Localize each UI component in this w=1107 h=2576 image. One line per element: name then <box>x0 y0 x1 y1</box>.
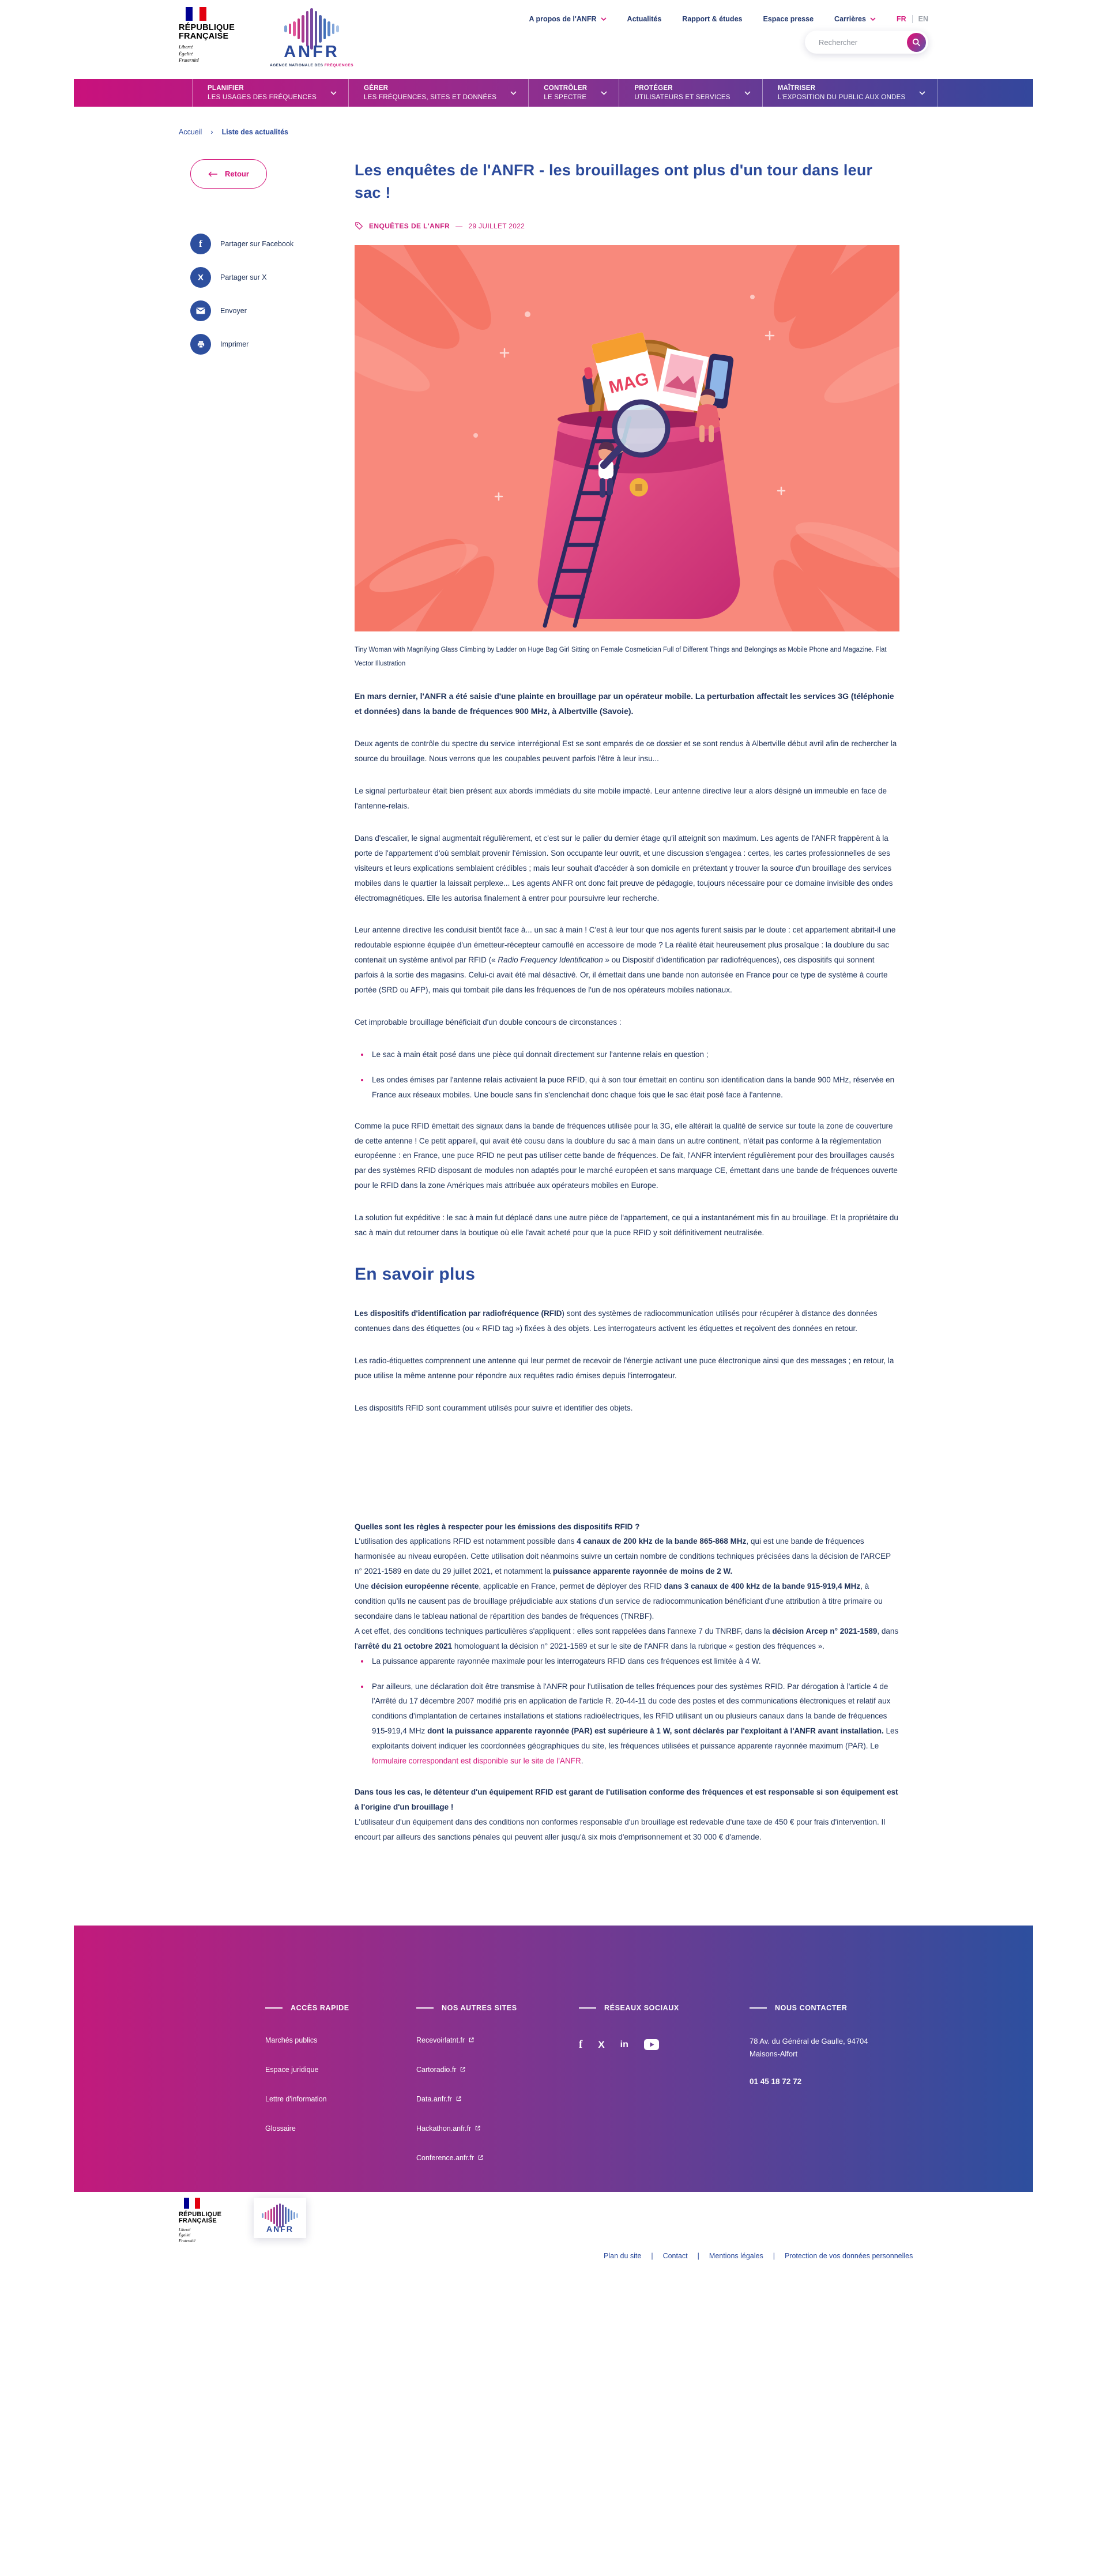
top-nav-news-label: Actualités <box>627 15 662 23</box>
chevron-down-icon <box>510 91 517 95</box>
bullet-list <box>355 1047 899 1103</box>
bottom-link[interactable]: Protection de vos données personnelles <box>784 2251 913 2260</box>
separator: | <box>651 2251 653 2260</box>
chevron-down-icon <box>919 91 925 95</box>
contact-address: 78 Av. du Général de Gaulle, 94704 Maisons-Alfort <box>750 2036 868 2059</box>
footer-quick-access <box>265 2004 416 2192</box>
footer-links <box>416 2036 579 2162</box>
text-segment: Dans tous les cas, le détenteur d'un équipement RFID est garant de l'utilisation conforme des fréquences et est responsable si son équipement est à l'origine d'un brouillage ! <box>355 1788 898 1811</box>
article-body <box>355 689 899 1845</box>
nav-item-planifier[interactable] <box>192 79 348 107</box>
main-nav <box>74 79 1033 107</box>
breadcrumb <box>179 127 1107 136</box>
nav-item-gerer[interactable] <box>348 79 528 107</box>
share-x[interactable] <box>190 267 323 288</box>
text-segment: Le sac à main était posé dans une pièce qui donnait directement sur l'antenne relais en question ; <box>372 1050 709 1059</box>
footer-heading: NOS AUTRES SITES <box>416 2004 579 2012</box>
bottom-bar <box>0 2192 1107 2372</box>
back-button-label: Retour <box>225 170 249 178</box>
article-category[interactable]: ENQUÊTES DE L'ANFR <box>369 221 450 230</box>
facebook-icon: f <box>190 234 211 254</box>
text-segment: Les dispositifs d'identification par radiofréquence (RFID <box>355 1308 562 1318</box>
search-icon <box>912 38 921 47</box>
breadcrumb-separator: › <box>210 127 213 136</box>
nav-item-subtitle: LES FRÉQUENCES, SITES ET DONNÉES <box>364 94 497 101</box>
footer-link[interactable]: Espace juridique <box>265 2065 319 2074</box>
dash-icon <box>750 2007 767 2009</box>
paragraph <box>355 1785 899 1815</box>
anfr-logo[interactable] <box>270 8 353 67</box>
hero-illustration <box>355 245 899 631</box>
page-title: Les enquêtes de l'ANFR - les brouillages ont plus d'un tour dans leur sac ! <box>355 161 873 202</box>
paragraph <box>355 1579 899 1624</box>
top-nav-reports-label: Rapport & études <box>682 15 743 23</box>
paragraph <box>355 736 899 766</box>
text-segment: . <box>581 1757 583 1766</box>
dash-icon <box>416 2007 434 2009</box>
top-nav-about[interactable] <box>529 15 606 23</box>
bullet-item <box>355 1654 899 1669</box>
chevron-down-icon <box>330 91 337 95</box>
paragraph <box>355 1306 899 1336</box>
text-segment: La puissance apparente rayonnée maximale pour les interrogateurs RFID dans ces fréquences est limitée à 4 W. <box>372 1656 761 1665</box>
breadcrumb-current: Liste des actualités <box>221 127 288 136</box>
article-meta <box>355 221 899 230</box>
dash-icon <box>265 2007 283 2009</box>
footer-contact <box>750 2004 905 2192</box>
anfr-logo-name: ANFR <box>266 2224 293 2233</box>
rf-logo-motto: Liberté Égalité Fraternité <box>179 44 199 63</box>
share-print[interactable] <box>190 334 323 355</box>
nav-item-subtitle: LE SPECTRE <box>544 94 587 101</box>
search-bar <box>805 31 928 54</box>
inline-link[interactable]: formulaire correspondant est disponible sur le site de l'ANFR <box>372 1757 581 1766</box>
top-nav-careers[interactable] <box>834 15 876 23</box>
spacer <box>355 1433 899 1520</box>
footer-link[interactable]: Conference.anfr.fr <box>416 2154 579 2162</box>
paragraph <box>355 831 899 906</box>
nav-item-title: PLANIFIER <box>208 84 244 92</box>
footer-link[interactable]: Data.anfr.fr <box>416 2095 579 2103</box>
lang-fr[interactable]: FR <box>896 15 906 23</box>
separator: | <box>773 2251 775 2260</box>
text-segment: Les exploitants doivent indiquer les coordonnées géographiques du site, les fréquences utilisées et puissance apparente rayonnée maximum (PAR). Le <box>372 1727 899 1751</box>
x-icon: X <box>190 267 211 288</box>
image-caption: Tiny Woman with Magnifying Glass Climbing by Ladder on Huge Bag Girl Sitting on Female Cosmetician Full of Different Things and Belongings as Mobile Phone and Magazine. Flat Vector Illustration <box>355 646 887 668</box>
bullet-item <box>355 1679 899 1769</box>
rf-logo-motto: Liberté Égalité Fraternité <box>179 2227 195 2243</box>
text-segment: Les ondes émises par l'antenne relais activaient la puce RFID, qui à son tour émettait en continu son identification dans la bande 900 MHz, réservée en France aux réseaux mobiles. Une boucle sans fin s'enclenchait donc chaque fois que le sac était posé face à l'antenne. <box>372 1075 895 1099</box>
nav-item-subtitle: L'EXPOSITION DU PUBLIC AUX ONDES <box>777 94 906 101</box>
facebook-icon[interactable]: f <box>579 2038 583 2051</box>
text-segment: décision européenne récente <box>371 1582 479 1591</box>
external-link-icon <box>478 2155 483 2160</box>
top-nav-reports[interactable] <box>682 15 742 23</box>
nav-item-proteger[interactable] <box>619 79 762 107</box>
back-button[interactable] <box>190 159 267 189</box>
text-segment: , applicable en France, permet de déployer des RFID <box>479 1582 664 1591</box>
paragraph <box>355 1534 899 1579</box>
text-segment: En mars dernier, l'ANFR a été saisie d'une plainte en brouillage par un opérateur mobile. La perturbation affectait les services 3G (téléphonie et données) dans la bande de fréquences 900 MHz, à Albertville (Savoie). <box>355 691 894 716</box>
bottom-links <box>604 2252 913 2260</box>
text-segment: Le signal perturbateur était bien présent aux abords immédiats du site mobile impacté. Leur antenne directive leur a alors désigné un immeuble en face de l'antenne-relais. <box>355 787 887 811</box>
printer-icon <box>190 334 211 355</box>
paragraph <box>355 1815 899 1845</box>
footer-links <box>265 2036 416 2133</box>
rf-logo-title: RÉPUBLIQUE FRANÇAISE <box>179 23 235 42</box>
nav-item-controler[interactable] <box>528 79 619 107</box>
text-segment: Cet improbable brouillage bénéficiait d'un double concours de circonstances : <box>355 1018 622 1026</box>
text-segment: L'utilisation des applications RFID est notamment possible dans <box>355 1537 577 1546</box>
nav-item-title: CONTRÔLER <box>544 84 588 92</box>
nav-item-title: MAÎTRISER <box>777 84 816 92</box>
anfr-logo-name: ANFR <box>284 43 340 61</box>
x-icon[interactable]: X <box>598 2039 605 2050</box>
nav-spacer <box>937 79 1033 107</box>
hero-image <box>355 245 899 631</box>
text-segment: » ou Dispositif d'identification par radiofréquences), ces dispositifs qui sonnent parfois à la sortie des magasins. Celui-ci avait été mal désactivé. Or, il émettait dans une bande non autorisée en France pour ce type de système à courte portée (SRD ou AFP), mais qui tombait pile dans les fréquences de l'un de nos opérateurs mobiles nationaux. <box>355 956 888 995</box>
text-segment: arrêté du 21 octobre 2021 <box>357 1641 453 1650</box>
footer-link[interactable]: Lettre d'information <box>265 2094 327 2103</box>
text-segment: puissance apparente rayonnée de moins de 2 W. <box>552 1567 733 1576</box>
share-x-label: Partager sur X <box>220 273 267 281</box>
text-segment: A cet effet, des conditions techniques particulières s'appliquent : elles sont rappelées dans l'annexe 7 du TNRBF, dans la <box>355 1626 773 1635</box>
republique-francaise-logo[interactable] <box>179 7 247 64</box>
bottom-link[interactable]: Plan du site <box>604 2251 642 2260</box>
contact-phone: 01 45 18 72 72 <box>750 2077 802 2086</box>
share-print-label: Imprimer <box>220 340 249 348</box>
footer-social <box>579 2004 750 2192</box>
text-segment: Leur antenne directive les conduisit bientôt face à... un sac à main ! C'est à leur tour que nos agents furent saisis par le doute : cet appartement abritait-il une redoutable espionne équipée d'un émetteur-récepteur camouflé en accessoire de mode ? La réalité était heureusement plus prosaïque : la doublure du sac contenait un système antivol par RFID (« <box>355 926 896 965</box>
bottom-link[interactable]: Mentions légales <box>709 2251 763 2260</box>
language-switcher <box>897 15 928 23</box>
section-heading <box>355 1265 899 1284</box>
footer-heading: NOUS CONTACTER <box>750 2004 905 2012</box>
top-nav <box>529 15 928 23</box>
text-segment: En savoir plus <box>355 1264 476 1284</box>
tag-icon <box>355 221 363 230</box>
text-segment: L'utilisateur d'un équipement dans des conditions non conformes responsable d'un brouillage est redevable d'une taxe de 450 € pour frais d'intervention. Il encourt par ailleurs des sanctions pénales qui peuvent aller jusqu'à six mois d'emprisonnement et 30 000 € d'amende. <box>355 1817 886 1841</box>
chevron-down-icon <box>744 91 751 95</box>
youtube-icon[interactable] <box>644 2039 659 2051</box>
chevron-down-icon <box>601 91 607 95</box>
footer-link[interactable]: Glossaire <box>265 2124 296 2133</box>
share-rail <box>179 159 323 355</box>
paragraph <box>355 1401 899 1416</box>
meta-separator: — <box>455 221 463 230</box>
top-nav-news[interactable] <box>627 15 662 23</box>
chevron-down-icon <box>870 17 876 21</box>
footer-link[interactable]: Marchés publics <box>265 2036 318 2044</box>
separator: | <box>697 2251 699 2260</box>
search-button[interactable] <box>907 33 926 52</box>
nav-item-title: PROTÉGER <box>634 84 673 92</box>
nav-item-subtitle: UTILISATEURS ET SERVICES <box>634 94 731 101</box>
external-link-icon <box>456 2096 461 2101</box>
text-segment: , dans l' <box>355 1626 899 1650</box>
text-segment: 4 canaux de 200 kHz de la bande 865-868 MHz <box>577 1537 747 1546</box>
share-email[interactable] <box>190 300 323 321</box>
text-segment: Quelles sont les règles à respecter pour les émissions des dispositifs RFID ? <box>355 1522 640 1531</box>
text-segment: Par ailleurs, une déclaration doit être transmise à l'ANFR pour l'utilisation de telles fréquences pour des systèmes RFID. Par dérogation à l'article 4 de l'Arrêté du 17 décembre 2007 modifié pris en application de l'article R. 20-44-11 du code des postes et des communications électroniques et relatif aux conditions d'implantation de certaines installations et stations radioélectriques, les RFID utilisant un ou plusieurs canaux dans la bande de fréquences 915-919,4 MHz <box>372 1682 891 1736</box>
arrow-left-icon <box>208 171 218 177</box>
footer-other-sites <box>416 2004 579 2192</box>
paragraph <box>355 784 899 814</box>
nav-spacer <box>74 79 192 107</box>
text-segment: homologuant la décision n° 2021-1589 et sur le site de l'ANFR dans la rubrique « gestion des fréquences ». <box>452 1641 825 1650</box>
nav-item-subtitle: LES USAGES DES FRÉQUENCES <box>208 94 317 101</box>
share-facebook-label: Partager sur Facebook <box>220 240 294 248</box>
text-segment: Radio Frequency Identification <box>498 956 603 965</box>
republique-francaise-logo[interactable] <box>179 2198 234 2244</box>
share-facebook[interactable] <box>190 234 323 254</box>
top-nav-press[interactable] <box>763 15 814 23</box>
lang-en[interactable]: EN <box>918 15 928 23</box>
article <box>355 159 899 1845</box>
text-segment: Les dispositifs RFID sont couramment utilisés pour suivre et identifier des objets. <box>355 1403 633 1412</box>
external-link-icon <box>460 2067 465 2072</box>
external-link-icon <box>475 2126 480 2131</box>
paragraph <box>355 1210 899 1240</box>
nav-item-title: GÉRER <box>364 84 389 92</box>
text-segment: , qui est une bande de fréquences harmonisée au niveau européen. Cette utilisation doit néanmoins suivre un certain nombre de conditions techniques précisées dans la décision de l'ARCEP n° 2021-1589 en date du 29 juillet 2021, et notamment la <box>355 1537 891 1576</box>
linkedin-icon[interactable]: in <box>620 2039 628 2049</box>
bullet-item <box>355 1073 899 1103</box>
bullet-list <box>355 1654 899 1769</box>
paragraph <box>355 923 899 998</box>
text-segment: Une <box>355 1582 371 1591</box>
anfr-logo[interactable] <box>254 2198 306 2238</box>
paragraph <box>355 1015 899 1030</box>
footer-link[interactable]: Recevoirlatnt.fr <box>416 2036 579 2044</box>
text-segment: , à condition qu'ils ne causent pas de brouillage préjudiciable aux stations d'un service de radiocommunication bénéficiant d'une attribution à titre primaire ou secondaire dans le tableau national de répartition des bandes de fréquences (TNRBF). <box>355 1582 883 1620</box>
search-input[interactable] <box>818 37 895 47</box>
bullet-item <box>355 1047 899 1062</box>
footer-link[interactable]: Hackathon.anfr.fr <box>416 2124 579 2133</box>
bottom-link[interactable]: Contact <box>662 2251 688 2260</box>
text-segment: Deux agents de contrôle du spectre du service interrégional Est se sont emparés de ce dossier et se sont rendus à Albertville début avril afin de rechercher la source du brouillage. Nous verrons que les coupables peuvent parfois l'être à leur insu... <box>355 739 897 764</box>
paragraph <box>355 1119 899 1194</box>
paragraph <box>355 1624 899 1654</box>
text-segment: dans 3 canaux de 400 kHz de la bande 915-919,4 MHz <box>664 1582 861 1591</box>
footer-link[interactable]: Cartoradio.fr <box>416 2066 579 2074</box>
magazine-title-label: MAG <box>607 369 651 398</box>
breadcrumb-home[interactable]: Accueil <box>179 127 202 136</box>
site-footer <box>74 1926 1033 2192</box>
text-segment: ) sont des systèmes de radiocommunication utilisés pour récupérer à distance des données contenues dans des étiquettes (ou « RFID tag ») fixées à des objets. Les interrogateurs activent les étiquettes et reçoivent des données en retour. <box>355 1308 878 1333</box>
paragraph <box>355 1353 899 1383</box>
anfr-logo-caption: AGENCE NATIONALE DES FRÉQUENCES <box>270 63 353 67</box>
chevron-down-icon <box>601 17 607 21</box>
article-date: 29 JUILLET 2022 <box>468 221 525 230</box>
rf-logo-title: RÉPUBLIQUE FRANÇAISE <box>179 2210 222 2225</box>
divider <box>912 15 913 23</box>
text-segment: décision Arcep n° 2021-1589 <box>772 1626 878 1635</box>
envelope-icon <box>190 300 211 321</box>
top-nav-about-label: A propos de l'ANFR <box>529 15 597 23</box>
paragraph <box>355 1520 899 1535</box>
site-header <box>0 0 1107 79</box>
external-link-icon <box>469 2037 474 2043</box>
french-flag-icon <box>184 2198 200 2209</box>
nav-item-maitriser[interactable] <box>762 79 937 107</box>
french-flag-icon <box>186 7 206 21</box>
text-segment: La solution fut expéditive : le sac à main fut déplacé dans une autre pièce de l'appartement, ce qui a instantanément mis fin au brouillage. Et la propriétaire du sac à main dut retourner dans la boutique où elle l'avait acheté pour que la puce RFID y soit définitivement neutralisée. <box>355 1213 898 1238</box>
text-segment: Les radio-étiquettes comprennent une antenne qui leur permet de recevoir de l'énergie activant une puce électronique ainsi que des messages ; en retour, la puce utilise la même antenne pour répondre aux requêtes radio émises depuis l'interrogateur. <box>355 1356 894 1380</box>
top-nav-careers-label: Carrières <box>834 15 866 23</box>
text-segment: dont la puissance apparente rayonnée (PAR) est supérieure à 1 W, sont déclarés par l'exploitant à l'ANFR avant installation. <box>427 1727 884 1736</box>
dash-icon <box>579 2007 596 2009</box>
paragraph <box>355 689 899 720</box>
share-email-label: Envoyer <box>220 307 247 315</box>
footer-heading: RÉSEAUX SOCIAUX <box>579 2004 750 2012</box>
text-segment: Comme la puce RFID émettait des signaux dans la bande de fréquences utilisée pour la 3G, elle altérait la qualité de service sur toute la zone de couverture de cette antenne ! Ce petit appareil, qui avait été cousu dans la doublure du sac à main dans un autre continent, n'était pas conforme à la réglementation européenne : en France, une puce RFID ne peut pas utiliser cette bande de fréquences. De fait, l'ANFR intervient régulièrement pour des brouillages causés par des systèmes RFID disposant de modules non adaptés pour le marché européen et sans marquage CE, émettant dans une bande de fréquences ouverte pour le RFID dans la zone Amériques mais attribuée aux opérateurs mobiles en Europe. <box>355 1121 898 1190</box>
footer-heading: ACCÈS RAPIDE <box>265 2004 416 2012</box>
top-nav-press-label: Espace presse <box>763 15 814 23</box>
text-segment: Dans d'escalier, le signal augmentait régulièrement, et c'est sur le palier du dernier étage qu'il atteignit son maximum. Les agents de l'ANFR frappèrent à la porte de l'appartement d'où semblait provenir l'émission. Son occupante leur ouvrit, et une discussion s'engagea : certes, les cartes professionnelles de ses visiteurs et leurs explications semblaient crédibles ; mais leur souhait d'accéder à son domicile en prétextant y trouver la source d'un brouillage des services mobiles dans le quartier la laissait perplexe... Les agents ANFR ont donc fait preuve de pédagogie, toujours nécessaire pour ce domaine invisible des ondes électromagnétiques. Elle les autorisa finalement à entrer pour poursuivre leur recherche. <box>355 833 893 902</box>
